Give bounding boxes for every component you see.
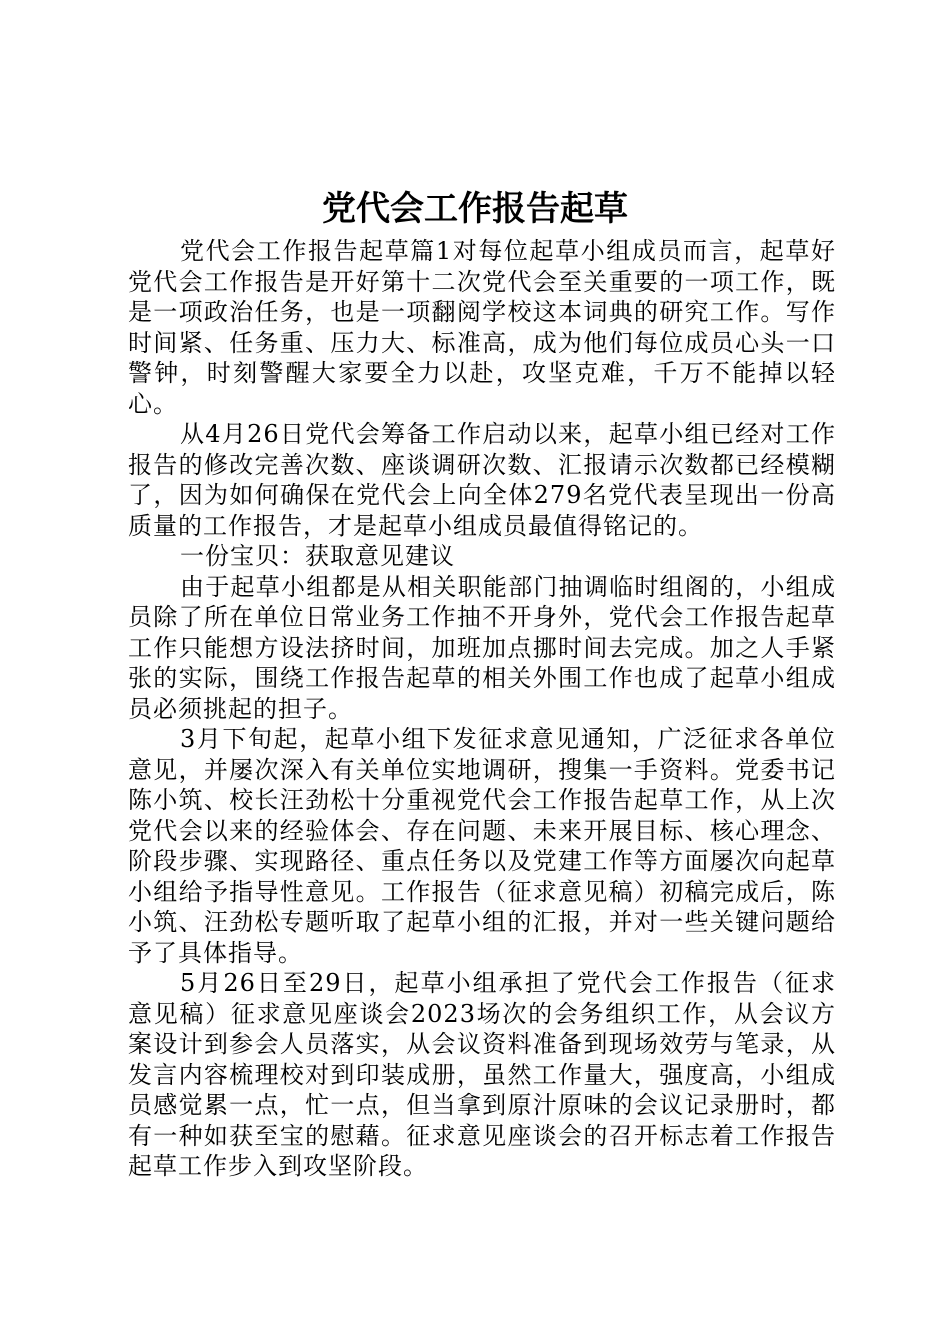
section-heading: 一份宝贝：获取意见建议 (180, 542, 455, 570)
paragraph-preparation: 从4月26日党代会筹备工作启动以来，起草小组已经对工作报告的修改完善次数、座谈调研次数、汇报请示次数都已经模糊了，因为如何确保在党代会上向全体279名党代表呈现出一份高质量的工作报告，才是起草小组成员最值得铭记的。 (128, 420, 836, 540)
paragraph-staffing: 由于起草小组都是从相关职能部门抽调临时组阁的，小组成员除了所在单位日常业务工作抽不开身外，党代会工作报告起草工作只能想方设法挤时间，加班加点挪时间去完成。加之人手紧张的实际，围绕工作报告起草的相关外围工作也成了起草小组成员必须挑起的担子。 (128, 572, 836, 723)
paragraph-intro: 党代会工作报告起草篇1对每位起草小组成员而言，起草好党代会工作报告是开好第十二次党代会至关重要的一项工作，既是一项政治任务，也是一项翻阅学校这本词典的研究工作。写作时间紧、任务重、压力大、标准高，成为他们每位成员心头一口警钟，时刻警醒大家要全力以赴，攻坚克难，千万不能掉以轻心。 (128, 237, 836, 418)
paragraph-symposium: 5月26日至29日，起草小组承担了党代会工作报告（征求意见稿）征求意见座谈会2023场次的会务组织工作，从会议方案设计到参会人员落实，从会议资料准备到现场效劳与笔录，从发言内容梳理校对到印装成册，虽然工作量大，强度高，小组成员感觉累一点，忙一点，但当拿到原汁原味的会议记录册时，都有一种如获至宝的慰藉。征求意见座谈会的召开标志着工作报告起草工作步入到攻坚阶段。 (128, 969, 836, 1180)
paragraph-consultation: 3月下旬起，起草小组下发征求意见通知，广泛征求各单位意见，并屡次深入有关单位实地调研，搜集一手资料。党委书记陈小筑、校长汪劲松十分重视党代会工作报告起草工作，从上次党代会以来的经验体会、存在问题、未来开展目标、核心理念、阶段步骤、实现路径、重点任务以及党建工作等方面屡次向起草小组给予指导性意见。工作报告（征求意见稿）初稿完成后，陈小筑、汪劲松专题听取了起草小组的汇报，并对一些关键问题给予了具体指导。 (128, 725, 836, 967)
document-body (128, 236, 836, 1182)
document-title: 党代会工作报告起草 (322, 189, 628, 229)
